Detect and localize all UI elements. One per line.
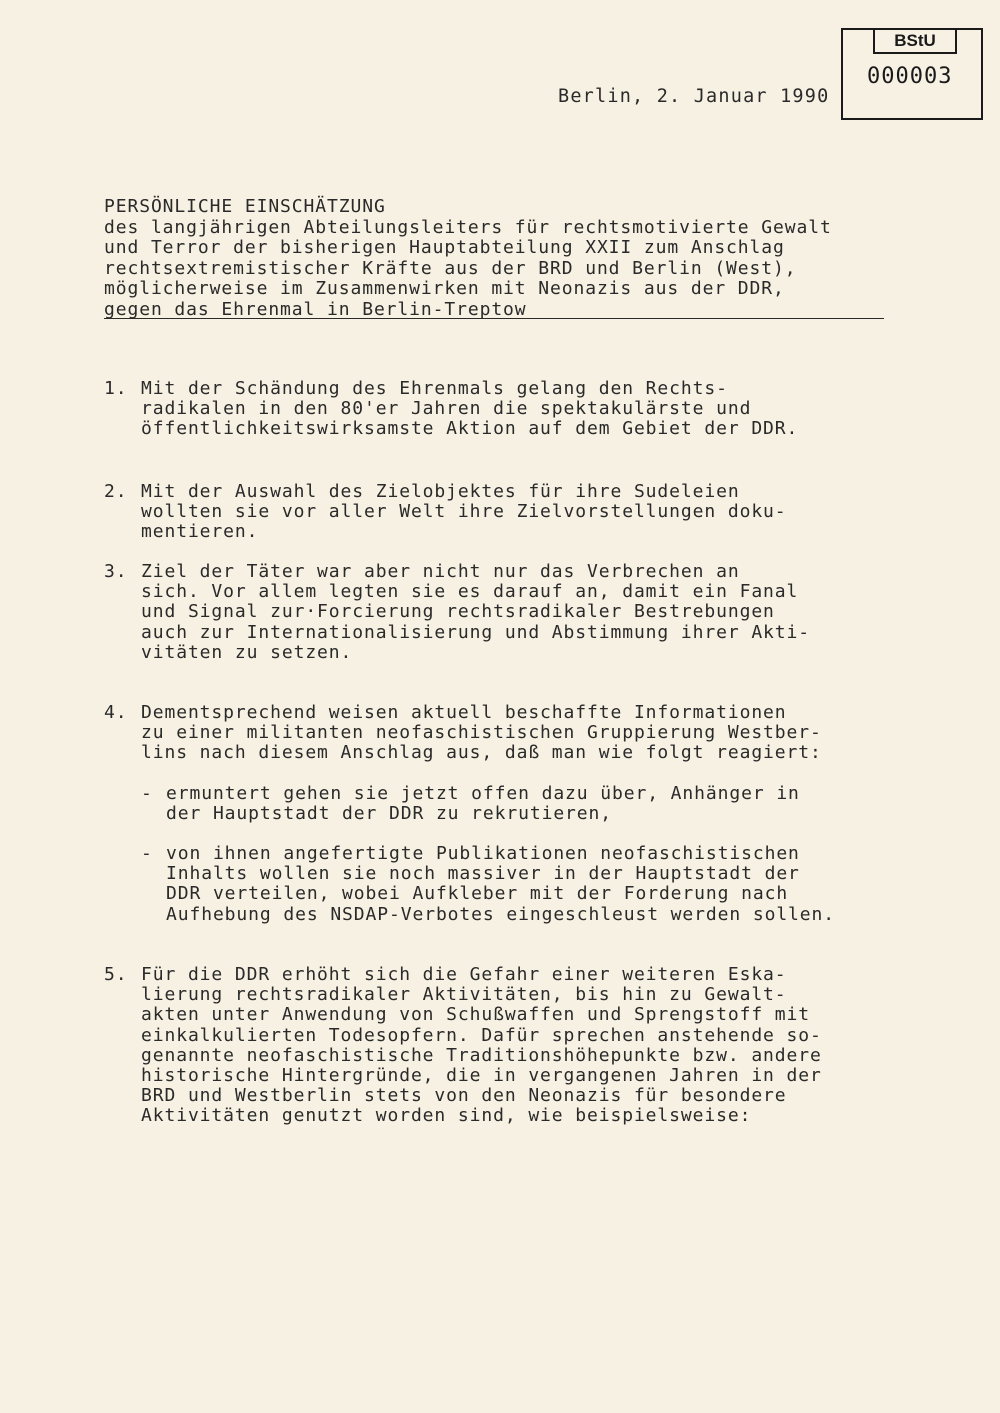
heading-line: rechtsextremistischer Kräfte aus der BRD und Berlin (West), [104, 257, 797, 279]
point-line: lierung rechtsradikaler Aktivitäten, bis hin zu Gewalt- [141, 984, 787, 1006]
point-number: 2. [104, 481, 128, 502]
point-line: Ziel der Täter war aber nicht nur das Verbrechen an [141, 561, 740, 582]
bullet-line: von ihnen angefertigte Publikationen neofaschistischen [166, 843, 800, 864]
point-line: Mit der Auswahl des Zielobjektes für ihre Sudeleien [141, 481, 740, 502]
point-line: lins nach diesem Anschlag aus, daß man wie folgt reagiert: [141, 742, 822, 764]
point-number: 1. [104, 378, 128, 399]
stamp-number: 000003 [867, 64, 953, 89]
point-number: 3. [104, 561, 128, 582]
point-line: sich. Vor allem legten sie es darauf an, damit ein Fanal [141, 581, 799, 603]
heading-line: gegen das Ehrenmal in Berlin-Treptow [104, 298, 527, 320]
heading-line: und Terror der bisherigen Hauptabteilung XXII zum Anschlag [104, 237, 785, 258]
archive-stamp [841, 28, 983, 120]
point-line: öffentlichkeitswirksamste Aktion auf dem Gebiet der DDR. [141, 418, 799, 440]
bullet-dash: - [141, 843, 153, 864]
bullet-line: der Hauptstadt der DDR zu rekrutieren, [166, 803, 613, 825]
point-line: Aktivitäten genutzt worden sind, wie beispielsweise: [141, 1105, 752, 1127]
point-line: historische Hintergründe, die in vergangenen Jahren in der [141, 1065, 822, 1087]
point-line: Dementsprechend weisen aktuell beschaffte Informationen [141, 702, 787, 723]
bullet-line: DDR verteilen, wobei Aufkleber mit der Forderung nach [166, 883, 789, 905]
point-number: 5. [104, 964, 128, 985]
heading-line: möglicherweise im Zusammenwirken mit Neonazis aus der DDR, [104, 278, 785, 299]
stamp-label: BStU [873, 28, 957, 54]
bullet-line: ermuntert gehen sie jetzt offen dazu über, Anhänger in [166, 783, 800, 804]
point-line: wollten sie vor aller Welt ihre Zielvorstellungen doku- [141, 501, 787, 523]
heading-underline [104, 318, 884, 319]
point-line: radikalen in den 80'er Jahren die spektakulärste und [141, 398, 752, 420]
point-line: und Signal zur·Forcierung rechtsradikaler Bestrebungen [141, 601, 775, 623]
heading-line: PERSÖNLICHE EINSCHÄTZUNG [104, 196, 386, 217]
point-line: BRD und Westberlin stets von den Neonazis für besondere [141, 1085, 787, 1107]
document-heading [104, 197, 888, 320]
point-line: einkalkulierten Todesopfern. Dafür sprechen anstehende so- [141, 1024, 822, 1046]
point-line: vitäten zu setzen. [141, 641, 353, 663]
point-number: 4. [104, 702, 128, 723]
point-line: auch zur Internationalisierung und Abstimmung ihrer Akti- [141, 621, 811, 643]
point-line: zu einer militanten neofaschistischen Gruppierung Westber- [141, 722, 822, 744]
bullet-line: Aufhebung des NSDAP-Verbotes eingeschleust werden sollen. [166, 903, 836, 925]
bullet-line: Inhalts wollen sie noch massiver in der Hauptstadt der [166, 863, 800, 885]
point-line: genannte neofaschistische Traditionshöhepunkte bzw. andere [141, 1044, 822, 1066]
point-line: akten unter Anwendung von Schußwaffen und Sprengstoff mit [141, 1004, 811, 1026]
point-line: Mit der Schändung des Ehrenmals gelang den Rechts- [141, 378, 728, 399]
point-line: Für die DDR erhöht sich die Gefahr einer weiteren Eska- [141, 964, 787, 985]
document-date: Berlin, 2. Januar 1990 [558, 86, 830, 107]
point-line: mentieren. [141, 521, 259, 543]
heading-line: des langjährigen Abteilungsleiters für rechtsmotivierte Gewalt [104, 216, 832, 238]
bullet-dash: - [141, 783, 153, 804]
